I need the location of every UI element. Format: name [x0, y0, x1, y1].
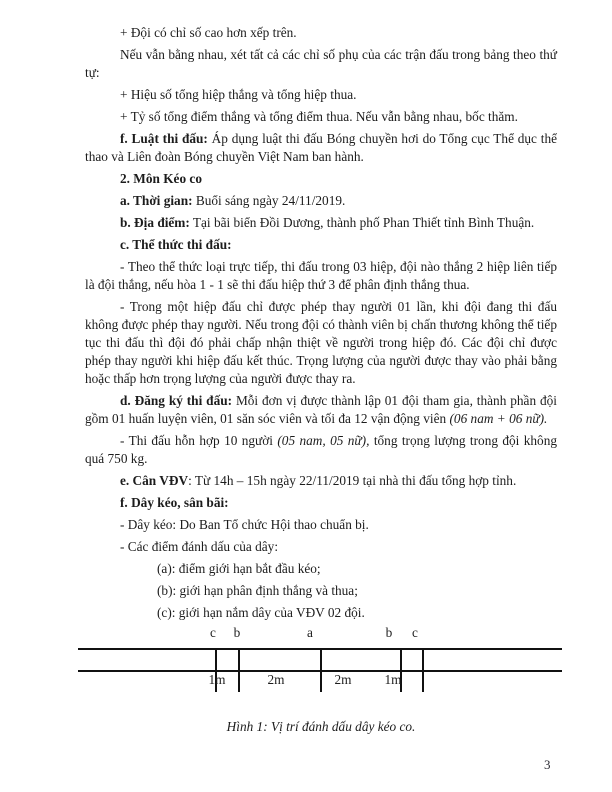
section-heading-keo-co	[85, 170, 557, 188]
text-run: - Các điểm đánh dấu của dây:	[120, 539, 279, 554]
paragraph	[85, 538, 557, 556]
text-run: + Tỷ số tổng điểm thắng và tổng điểm thua. Nếu vẫn bằng nhau, bốc thăm.	[120, 109, 518, 124]
paragraph	[85, 432, 557, 468]
text-run-bold: a. Thời gian:	[120, 193, 193, 208]
text-run: + Hiệu số tổng hiệp thắng và tổng hiệp thua.	[120, 87, 357, 102]
text-run-bold: e. Cân VĐV	[120, 473, 189, 488]
text-run: (b): giới hạn phân định thắng và thua;	[157, 583, 358, 598]
rope-mark-letter: b	[385, 625, 393, 640]
rope-mark-letter: b	[233, 625, 241, 640]
subsection-heading-rope	[85, 494, 557, 512]
figure-caption: Hình 1: Vị trí đánh dấu dây kéo co.	[226, 719, 416, 734]
definition-item-c	[157, 604, 557, 622]
distance-label: 2m	[267, 672, 285, 687]
text-run: - Theo thể thức loại trực tiếp, thi đấu trong 03 hiệp, đội nào thắng 2 hiệp liên tiếp là đội thắng, nếu hòa 1 - 1 sẽ thi đấu hiệp thứ 3 để phân định thắng thua.	[85, 259, 557, 292]
text-run-bold: 2. Môn Kéo co	[120, 171, 202, 186]
paragraph-weigh-in	[85, 472, 557, 490]
distance-label: 1m	[208, 672, 226, 687]
text-run-bold: d. Đăng ký thi đấu:	[120, 393, 233, 408]
list-item	[85, 86, 557, 104]
paragraph-registration	[85, 392, 557, 428]
definition-item-b	[157, 582, 557, 600]
text-run: Áp dụng luật thi đấu Bóng chuyền hơi do Tổng cục Thể dục thể thao và Liên đoàn Bóng chuyền Việt Nam ban hành.	[85, 131, 557, 164]
subsection-heading-format	[85, 236, 557, 254]
rope-diagram	[85, 626, 557, 694]
text-run: Buổi sáng ngày 24/11/2019.	[192, 193, 346, 208]
text-run: Tại bãi biển Đồi Dương, thành phố Phan Thiết tỉnh Bình Thuận.	[189, 215, 535, 230]
text-run-bold: c. Thể thức thi đấu:	[120, 237, 232, 252]
paragraph-rule-law	[85, 130, 557, 166]
list-item	[85, 108, 557, 126]
text-run: Mỗi đơn vị được thành lập 01 đội tham gia, thành phần đội gồm 01 huấn luyện viên, 01 săn sóc viên và tối đa 12 vận động viên	[85, 393, 557, 426]
text-run-italic: (05 nam, 05 nữ),	[277, 433, 370, 448]
paragraph	[85, 46, 557, 82]
page-number: 3	[544, 757, 551, 772]
text-run: - Dây kéo: Do Ban Tổ chức Hội thao chuẩn bị.	[120, 517, 369, 532]
text-run: : Từ 14h – 15h ngày 22/11/2019 tại nhà thi đấu tổng hợp tỉnh.	[188, 473, 517, 488]
text-run-italic: (06 nam + 06 nữ).	[449, 411, 548, 426]
rope-mark-letter: c	[210, 625, 216, 640]
text-run: - Trong một hiệp đấu chỉ được phép thay người 01 lần, khi đội đang thi đấu không được phép thay người. Nếu trong đội có thành viên bị chấn thương không thể tiếp tục thi đấu thì đội đó phải chấp nhận thiệt về người trong hiệp đó. Các đội chỉ được phép thay người khi hiệp đấu kết thúc. Trọng lượng của người được thay vào phải bằng hoặc thấp hơn trọng lượng của người được thay ra.	[85, 299, 557, 386]
paragraph	[85, 516, 557, 534]
text-run-bold: f. Dây kéo, sân bãi:	[120, 495, 229, 510]
text-run: - Thi đấu hỗn hợp 10 người	[120, 433, 278, 448]
text-run-bold: b. Địa điểm:	[120, 215, 190, 230]
rope-mark-tick	[320, 648, 322, 692]
distance-label: 1m	[384, 672, 402, 687]
text-run: (c): giới hạn nắm dây của VĐV 02 đội.	[157, 605, 365, 620]
rope-mark-tick	[238, 648, 240, 692]
paragraph-location	[85, 214, 557, 232]
paragraph	[85, 298, 557, 388]
paragraph	[85, 258, 557, 294]
paragraph-time	[85, 192, 557, 210]
document-body	[85, 24, 557, 622]
distance-label: 2m	[334, 672, 352, 687]
definition-item-a	[157, 560, 557, 578]
rope-mark-tick	[422, 648, 424, 692]
rope-mark-letter: a	[307, 625, 313, 640]
text-run: + Đội có chỉ số cao hơn xếp trên.	[120, 25, 297, 40]
text-run: (a): điểm giới hạn bắt đầu kéo;	[157, 561, 321, 576]
list-item	[85, 24, 557, 42]
rope-mark-letter: c	[412, 625, 418, 640]
text-run: tổng trọng lượng trong đội không quá 750 kg.	[85, 433, 558, 466]
text-run-bold: f. Luật thi đấu:	[120, 131, 208, 146]
text-run: Nếu vẫn bằng nhau, xét tất cả các chỉ số phụ của các trận đấu trong bảng theo thứ tự:	[85, 47, 557, 80]
